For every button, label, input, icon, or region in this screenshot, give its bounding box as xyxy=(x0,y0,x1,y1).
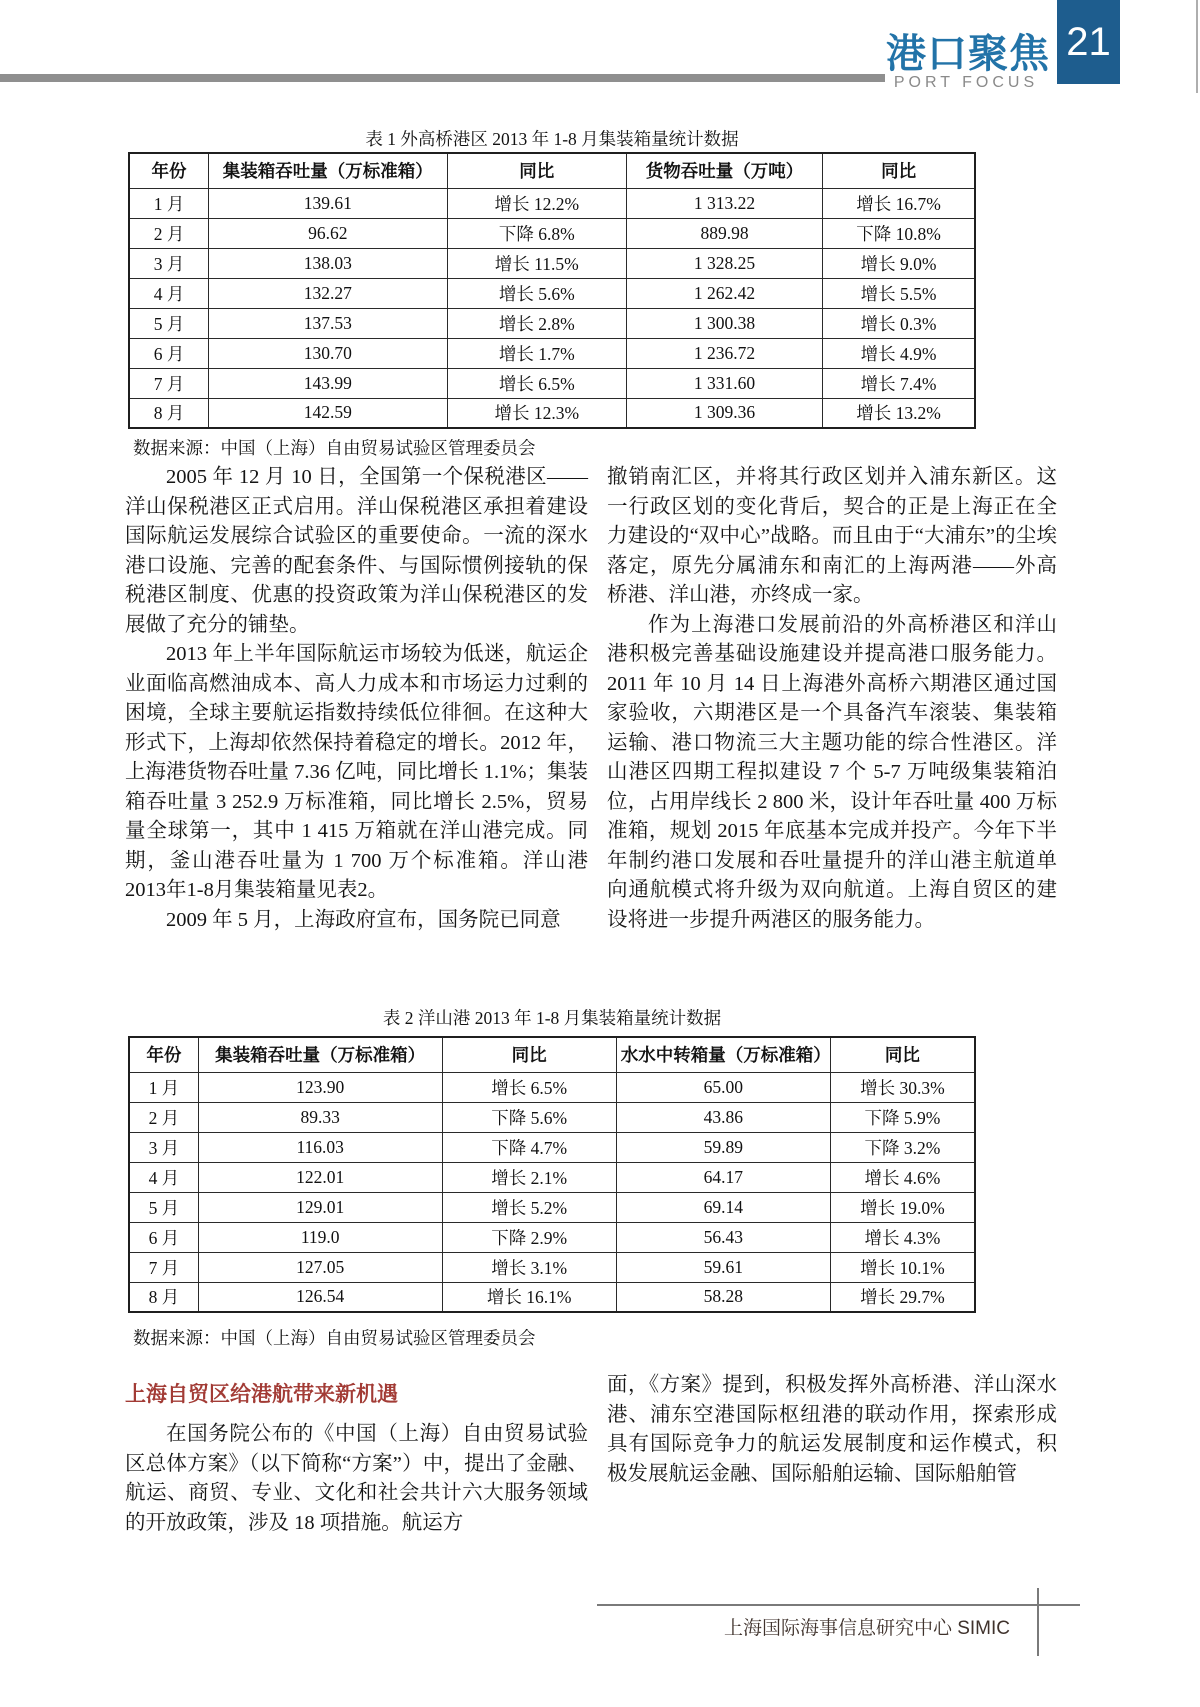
table-cell: 5 月 xyxy=(129,1192,198,1222)
table-row xyxy=(129,368,975,398)
table-cell: 4 月 xyxy=(129,278,209,308)
column-header: 年份 xyxy=(129,1037,198,1072)
table-row xyxy=(129,308,975,338)
table-row xyxy=(129,1222,975,1252)
table-cell: 1 328.25 xyxy=(626,248,822,278)
column-header: 同比 xyxy=(447,153,626,188)
table-cell: 1 309.36 xyxy=(626,398,822,428)
table-cell: 增长 16.1% xyxy=(442,1282,616,1312)
column-header: 年份 xyxy=(129,153,209,188)
table2 xyxy=(128,1036,976,1313)
table-cell: 142.59 xyxy=(209,398,448,428)
column-header: 同比 xyxy=(823,153,975,188)
table-cell: 增长 16.7% xyxy=(823,188,975,218)
table-cell: 123.90 xyxy=(198,1072,442,1102)
table-cell: 8 月 xyxy=(129,1282,198,1312)
table-cell: 增长 7.4% xyxy=(823,368,975,398)
table-cell: 7 月 xyxy=(129,1252,198,1282)
paragraph: 面，《方案》提到，积极发挥外高桥港、洋山深水港、浦东空港国际枢纽港的联动作用，探索形成具有国际竞争力的航运发展制度和运作模式，积极发展航运金融、国际船舶运输、国际船舶管 xyxy=(607,1374,1057,1485)
table-row xyxy=(129,1252,975,1282)
table-cell: 下降 2.9% xyxy=(442,1222,616,1252)
paragraph: 作为上海港口发展前沿的外高桥港区和洋山港积极完善基础设施建设并提高港口服务能力。2011 年 10 月 14 日上海港外高桥六期港区通过国家验收，六期港区是一个具备汽车滚装、集装箱运输、港口物流三大主题功能的综合性港区。洋山港区四期工程拟建设 7 个 5-7 万吨级集装箱泊位，占用岸线长 2 800 米，设计年吞吐量 400 万标准箱，规划 2015 年底基本完成并投产。今年下半年制约港口发展和吞吐量提升的洋山港主航道单向通航模式将升级为双向航道。上海自贸区的建设将进一步提升两港区的服务能力。 xyxy=(607,613,1057,931)
table-cell: 69.14 xyxy=(616,1192,830,1222)
table-cell: 增长 4.6% xyxy=(830,1162,975,1192)
header-vertical-rule xyxy=(1196,0,1198,93)
section-title: 港口聚焦 xyxy=(886,31,1050,76)
table-cell: 1 236.72 xyxy=(626,338,822,368)
table-cell: 增长 4.3% xyxy=(830,1222,975,1252)
column-header: 同比 xyxy=(442,1037,616,1072)
table1-source-note: 数据来源：中国（上海）自由贸易试验区管理委员会 xyxy=(133,438,536,458)
table-cell: 下降 5.6% xyxy=(442,1102,616,1132)
column-header: 集装箱吞吐量（万标准箱） xyxy=(198,1037,442,1072)
table-cell: 增长 12.2% xyxy=(447,188,626,218)
table-cell: 增长 29.7% xyxy=(830,1282,975,1312)
table-cell: 1 313.22 xyxy=(626,188,822,218)
table-cell: 增长 6.5% xyxy=(447,368,626,398)
table-cell: 6 月 xyxy=(129,338,209,368)
section-subtitle: PORT FOCUS xyxy=(893,74,1039,91)
table-cell: 下降 4.7% xyxy=(442,1132,616,1162)
table-row xyxy=(129,1192,975,1222)
table-row xyxy=(129,1072,975,1102)
table-row xyxy=(129,248,975,278)
table-cell: 132.27 xyxy=(209,278,448,308)
column-header: 同比 xyxy=(830,1037,975,1072)
table-cell: 137.53 xyxy=(209,308,448,338)
table-row xyxy=(129,398,975,428)
table-cell: 126.54 xyxy=(198,1282,442,1312)
table2-header-row xyxy=(129,1037,975,1072)
table-cell: 增长 0.3% xyxy=(823,308,975,338)
subsection-right-column xyxy=(607,1371,1057,1489)
table-cell: 122.01 xyxy=(198,1162,442,1192)
table-cell: 增长 9.0% xyxy=(823,248,975,278)
table-cell: 59.61 xyxy=(616,1252,830,1282)
table-cell: 5 月 xyxy=(129,308,209,338)
table-row xyxy=(129,1282,975,1312)
body-left-column xyxy=(125,463,588,935)
paragraph: 2009 年 5 月，上海政府宣布，国务院已同意 xyxy=(166,908,561,931)
table-cell: 1 300.38 xyxy=(626,308,822,338)
table-cell: 增长 19.0% xyxy=(830,1192,975,1222)
table-cell: 增长 11.5% xyxy=(447,248,626,278)
table-cell: 139.61 xyxy=(209,188,448,218)
table-row xyxy=(129,1132,975,1162)
table-cell: 增长 3.1% xyxy=(442,1252,616,1282)
table-cell: 1 月 xyxy=(129,1072,198,1102)
table-cell: 增长 1.7% xyxy=(447,338,626,368)
table-row xyxy=(129,188,975,218)
table-cell: 58.28 xyxy=(616,1282,830,1312)
table-cell: 889.98 xyxy=(626,218,822,248)
table-row xyxy=(129,218,975,248)
table-cell: 增长 10.1% xyxy=(830,1252,975,1282)
subsection-left-column xyxy=(125,1420,588,1538)
table-cell: 7 月 xyxy=(129,368,209,398)
footer-rule xyxy=(597,1604,1080,1606)
table-cell: 89.33 xyxy=(198,1102,442,1132)
table-cell: 119.0 xyxy=(198,1222,442,1252)
table-row xyxy=(129,278,975,308)
footer-vertical-rule xyxy=(1037,1588,1039,1656)
table-cell: 4 月 xyxy=(129,1162,198,1192)
table-cell: 138.03 xyxy=(209,248,448,278)
table-cell: 143.99 xyxy=(209,368,448,398)
table-cell: 96.62 xyxy=(209,218,448,248)
table-cell: 59.89 xyxy=(616,1132,830,1162)
table2-source-note: 数据来源：中国（上海）自由贸易试验区管理委员会 xyxy=(133,1328,536,1348)
table-cell: 增长 5.2% xyxy=(442,1192,616,1222)
table-cell: 1 262.42 xyxy=(626,278,822,308)
paragraph: 撤销南汇区，并将其行政区划并入浦东新区。这一行政区划的变化背后，契合的正是上海正在全力建设的“双中心”战略。而且由于“大浦东”的尘埃落定，原先分属浦东和南汇的上海两港——外高桥港、洋山港，亦终成一家。 xyxy=(607,466,1057,606)
table-cell: 43.86 xyxy=(616,1102,830,1132)
table-cell: 下降 6.8% xyxy=(447,218,626,248)
page-number: 21 xyxy=(1057,0,1120,84)
table-cell: 116.03 xyxy=(198,1132,442,1162)
table-cell: 2 月 xyxy=(129,1102,198,1132)
header-rule xyxy=(0,74,885,82)
table1-header-row xyxy=(129,153,975,188)
footer-publisher: 上海国际海事信息研究中心 SIMIC xyxy=(723,1618,1010,1639)
column-header: 集装箱吞吐量（万标准箱） xyxy=(209,153,448,188)
table1-title: 表 1 外高桥港区 2013 年 1-8 月集装箱量统计数据 xyxy=(365,129,739,149)
table1 xyxy=(128,152,976,429)
table-cell: 下降 3.2% xyxy=(830,1132,975,1162)
table-cell: 增长 5.6% xyxy=(447,278,626,308)
table-cell: 65.00 xyxy=(616,1072,830,1102)
column-header: 货物吞吐量（万吨） xyxy=(626,153,822,188)
subsection-heading: 上海自贸区给港航带来新机遇 xyxy=(125,1382,398,1406)
paragraph: 2013 年上半年国际航运市场较为低迷，航运企业面临高燃油成本、高人力成本和市场运力过剩的困境，全球主要航运指数持续低位徘徊。在这种大形式下，上海却依然保持着稳定的增长。2012 年，上海港货物吞吐量 7.36 亿吨，同比增长 1.1%；集装箱吞吐量 3 252.9 万标准箱，同比增长 2.5%，贸易量全球第一，其中 1 415 万箱就在洋山港完成。同期，釜山港吞吐量为 1 700 万个标准箱。洋山港2013年1-8月集装箱量见表2。 xyxy=(125,643,588,901)
column-header: 水水中转箱量（万标准箱） xyxy=(616,1037,830,1072)
table-cell: 增长 2.1% xyxy=(442,1162,616,1192)
table-cell: 增长 5.5% xyxy=(823,278,975,308)
table-cell: 1 331.60 xyxy=(626,368,822,398)
paragraph: 2005 年 12 月 10 日，全国第一个保税港区——洋山保税港区正式启用。洋山保税港区承担着建设国际航运发展综合试验区的重要使命。一流的深水港口设施、完善的配套条件、与国际惯例接轨的保税港区制度、优惠的投资政策为洋山保税港区的发展做了充分的铺垫。 xyxy=(125,466,588,636)
table-cell: 3 月 xyxy=(129,1132,198,1162)
table-row xyxy=(129,1162,975,1192)
table-cell: 130.70 xyxy=(209,338,448,368)
body-right-column xyxy=(607,463,1057,935)
table-cell: 下降 10.8% xyxy=(823,218,975,248)
table-cell: 6 月 xyxy=(129,1222,198,1252)
table-cell: 129.01 xyxy=(198,1192,442,1222)
table-cell: 64.17 xyxy=(616,1162,830,1192)
paragraph: 在国务院公布的《中国（上海）自由贸易试验区总体方案》（以下简称“方案”）中，提出了金融、航运、商贸、专业、文化和社会共计六大服务领域的开放政策，涉及 18 项措施。航运方 xyxy=(125,1423,588,1534)
table2-title: 表 2 洋山港 2013 年 1-8 月集装箱量统计数据 xyxy=(382,1008,722,1028)
table-cell: 3 月 xyxy=(129,248,209,278)
table-cell: 8 月 xyxy=(129,398,209,428)
table-row xyxy=(129,338,975,368)
table-cell: 56.43 xyxy=(616,1222,830,1252)
table-row xyxy=(129,1102,975,1132)
table-cell: 1 月 xyxy=(129,188,209,218)
table-cell: 增长 2.8% xyxy=(447,308,626,338)
table-cell: 增长 4.9% xyxy=(823,338,975,368)
table-cell: 127.05 xyxy=(198,1252,442,1282)
table-cell: 2 月 xyxy=(129,218,209,248)
table-cell: 增长 12.3% xyxy=(447,398,626,428)
table-cell: 增长 30.3% xyxy=(830,1072,975,1102)
table-cell: 增长 13.2% xyxy=(823,398,975,428)
table-cell: 增长 6.5% xyxy=(442,1072,616,1102)
table-cell: 下降 5.9% xyxy=(830,1102,975,1132)
